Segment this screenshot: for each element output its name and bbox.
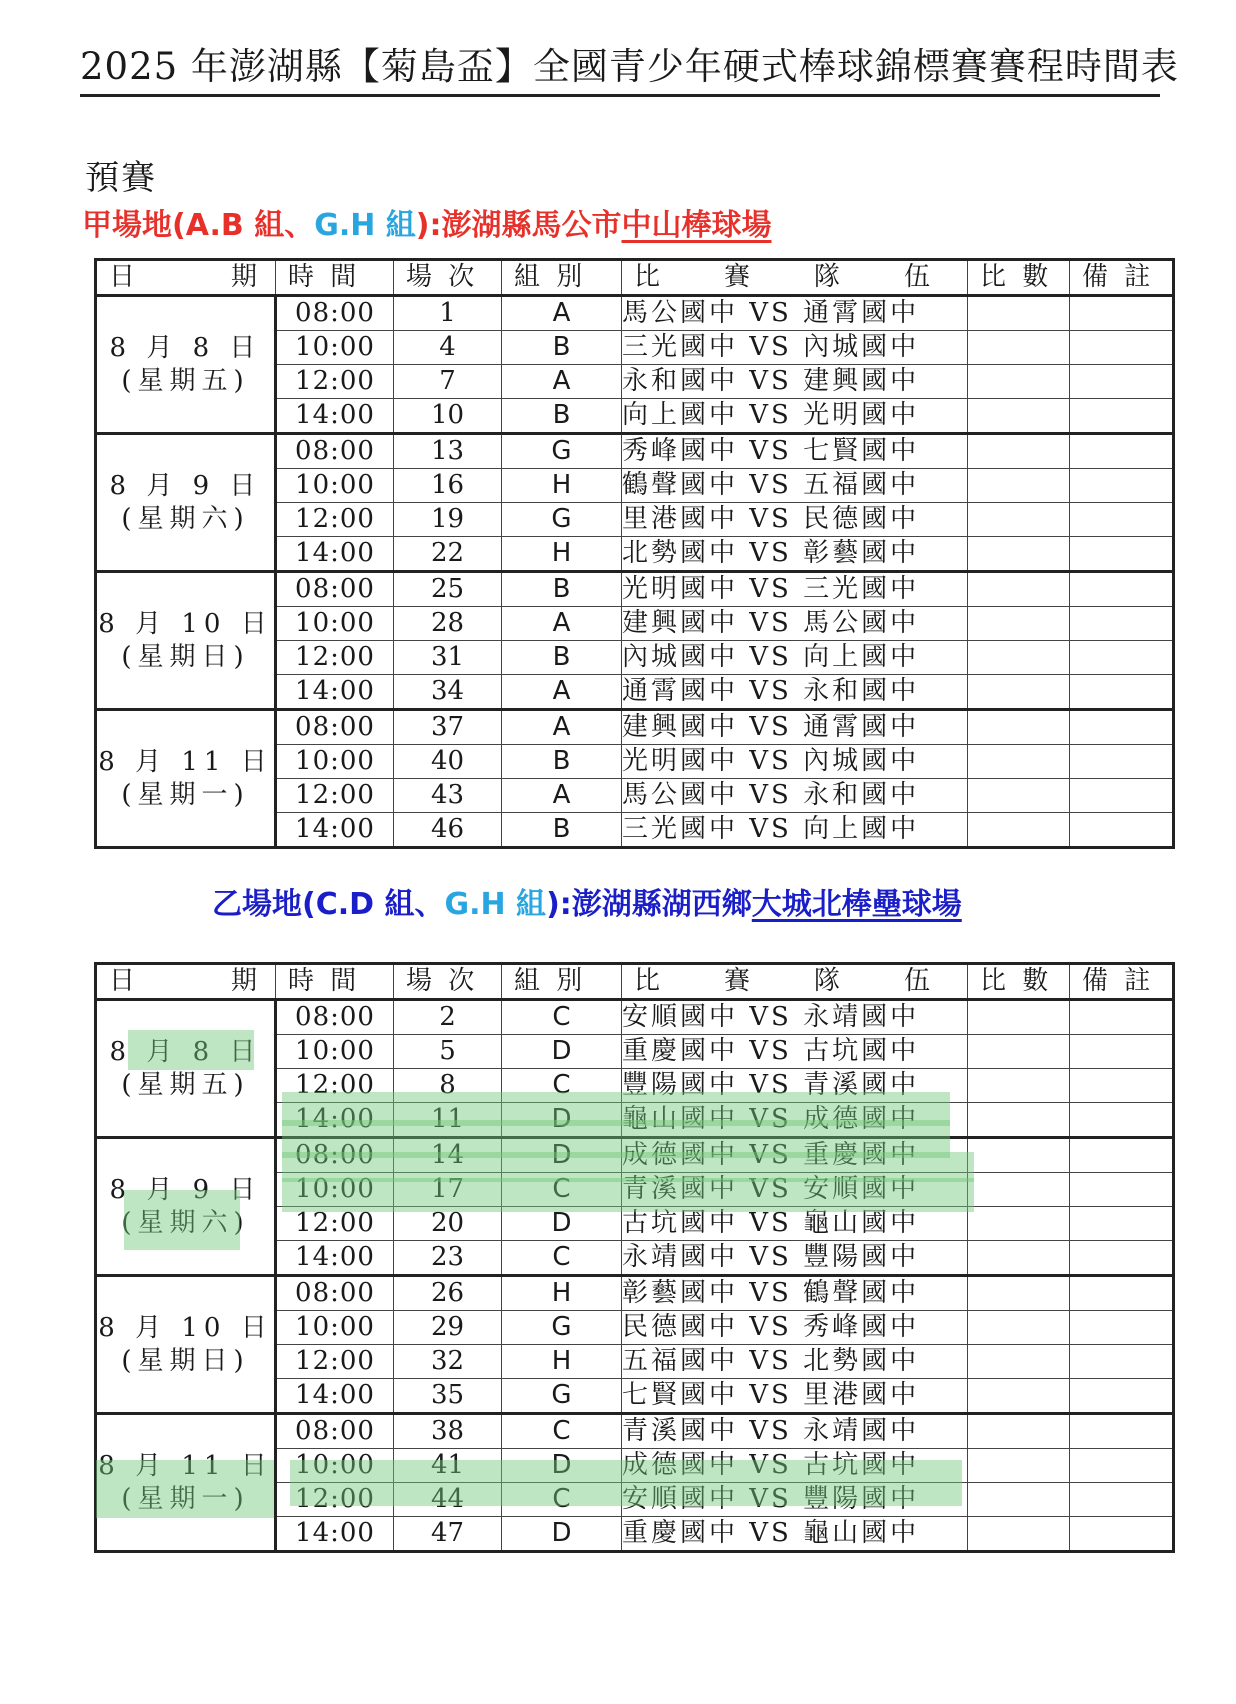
match-cell: 三光國中 VS 內城國中 <box>622 331 968 365</box>
game-number-cell: 8 <box>394 1069 502 1103</box>
time-cell: 10:00 <box>276 745 394 779</box>
game-number-cell: 14 <box>394 1138 502 1173</box>
score-cell <box>968 331 1070 365</box>
header-date: 日 期 <box>96 260 276 296</box>
table-row <box>96 710 1174 745</box>
game-number-cell: 47 <box>394 1517 502 1552</box>
score-cell <box>968 503 1070 537</box>
header-group: 組 別 <box>502 964 622 1000</box>
group-cell: A <box>502 607 622 641</box>
game-number-cell: 11 <box>394 1103 502 1138</box>
match-cell: 豐陽國中 VS 青溪國中 <box>622 1069 968 1103</box>
game-number-cell: 38 <box>394 1414 502 1449</box>
note-cell <box>1070 1449 1174 1483</box>
game-number-cell: 17 <box>394 1173 502 1207</box>
match-cell: 安順國中 VS 豐陽國中 <box>622 1483 968 1517</box>
table-row <box>96 1276 1174 1311</box>
time-cell: 10:00 <box>276 469 394 503</box>
header-note: 備 註 <box>1070 260 1174 296</box>
time-cell: 08:00 <box>276 434 394 469</box>
score-cell <box>968 1138 1070 1173</box>
score-cell <box>968 1000 1070 1035</box>
header-note: 備 註 <box>1070 964 1174 1000</box>
table-row <box>96 1138 1174 1173</box>
group-cell: C <box>502 1069 622 1103</box>
time-cell: 10:00 <box>276 331 394 365</box>
group-cell: B <box>502 745 622 779</box>
score-cell <box>968 1449 1070 1483</box>
note-cell <box>1070 607 1174 641</box>
date-cell <box>96 296 276 434</box>
match-cell: 北勢國中 VS 彰藝國中 <box>622 537 968 572</box>
match-cell: 光明國中 VS 內城國中 <box>622 745 968 779</box>
match-cell: 向上國中 VS 光明國中 <box>622 399 968 434</box>
time-cell: 14:00 <box>276 399 394 434</box>
match-cell: 成德國中 VS 重慶國中 <box>622 1138 968 1173</box>
game-number-cell: 43 <box>394 779 502 813</box>
game-number-cell: 32 <box>394 1345 502 1379</box>
venue-b-prefix: 乙場地(C.D 組、 <box>212 887 445 922</box>
header-match: 比 賽 隊 伍 <box>622 964 968 1000</box>
table-row <box>96 572 1174 607</box>
weekday-text: (星期六) <box>121 1207 250 1238</box>
weekday-text: (星期日) <box>121 1345 250 1376</box>
score-cell <box>968 1414 1070 1449</box>
header-group: 組 別 <box>502 260 622 296</box>
venue-a-place: 中山棒球場 <box>621 208 772 243</box>
weekday-text: (星期六) <box>121 503 250 534</box>
game-number-cell: 23 <box>394 1241 502 1276</box>
match-cell: 內城國中 VS 向上國中 <box>622 641 968 675</box>
time-cell: 10:00 <box>276 1449 394 1483</box>
group-cell: C <box>502 1000 622 1035</box>
game-number-cell: 35 <box>394 1379 502 1414</box>
note-cell <box>1070 1345 1174 1379</box>
match-cell: 古坑國中 VS 龜山國中 <box>622 1207 968 1241</box>
group-cell: C <box>502 1241 622 1276</box>
score-cell <box>968 469 1070 503</box>
note-cell <box>1070 1379 1174 1414</box>
note-cell <box>1070 1241 1174 1276</box>
note-cell <box>1070 1138 1174 1173</box>
game-number-cell: 40 <box>394 745 502 779</box>
game-number-cell: 29 <box>394 1311 502 1345</box>
game-number-cell: 26 <box>394 1276 502 1311</box>
score-cell <box>968 1379 1070 1414</box>
time-cell: 14:00 <box>276 813 394 848</box>
game-number-cell: 28 <box>394 607 502 641</box>
game-number-cell: 20 <box>394 1207 502 1241</box>
header-row <box>96 964 1174 1000</box>
group-cell: G <box>502 434 622 469</box>
match-cell: 建興國中 VS 通霄國中 <box>622 710 968 745</box>
time-cell: 12:00 <box>276 1069 394 1103</box>
venue-a-gh: G.H 組 <box>314 208 416 243</box>
header-time: 時 間 <box>276 260 394 296</box>
venue-a-prefix: 甲場地(A.B 組、 <box>82 208 315 243</box>
game-number-cell: 22 <box>394 537 502 572</box>
match-cell: 光明國中 VS 三光國中 <box>622 572 968 607</box>
page-title: 2025 年澎湖縣【菊島盃】全國青少年硬式棒球錦標賽賽程時間表 <box>80 44 1160 97</box>
table-row <box>96 434 1174 469</box>
score-cell <box>968 641 1070 675</box>
score-cell <box>968 1173 1070 1207</box>
group-cell: A <box>502 779 622 813</box>
note-cell <box>1070 503 1174 537</box>
date-text: 8 月 8 日 <box>109 332 262 363</box>
note-cell <box>1070 710 1174 745</box>
match-cell: 五福國中 VS 北勢國中 <box>622 1345 968 1379</box>
game-number-cell: 19 <box>394 503 502 537</box>
weekday-text: (星期日) <box>121 641 250 672</box>
group-cell: A <box>502 675 622 710</box>
time-cell: 08:00 <box>276 1276 394 1311</box>
match-cell: 建興國中 VS 馬公國中 <box>622 607 968 641</box>
match-cell: 鶴聲國中 VS 五福國中 <box>622 469 968 503</box>
time-cell: 08:00 <box>276 710 394 745</box>
header-date: 日 期 <box>96 964 276 1000</box>
date-cell <box>96 572 276 710</box>
time-cell: 08:00 <box>276 1414 394 1449</box>
header-score: 比 數 <box>968 964 1070 1000</box>
game-number-cell: 2 <box>394 1000 502 1035</box>
header-score: 比 數 <box>968 260 1070 296</box>
date-cell <box>96 710 276 848</box>
group-cell: B <box>502 641 622 675</box>
game-number-cell: 44 <box>394 1483 502 1517</box>
note-cell <box>1070 1207 1174 1241</box>
group-cell: C <box>502 1173 622 1207</box>
score-cell <box>968 779 1070 813</box>
note-cell <box>1070 1517 1174 1552</box>
score-cell <box>968 1517 1070 1552</box>
group-cell: A <box>502 365 622 399</box>
note-cell <box>1070 1276 1174 1311</box>
venue-b-place: 大城北棒壘球場 <box>751 887 962 922</box>
time-cell: 14:00 <box>276 1379 394 1414</box>
score-cell <box>968 1207 1070 1241</box>
date-text: 8 月 9 日 <box>109 1174 262 1205</box>
note-cell <box>1070 365 1174 399</box>
time-cell: 08:00 <box>276 572 394 607</box>
time-cell: 10:00 <box>276 1311 394 1345</box>
note-cell <box>1070 434 1174 469</box>
date-cell <box>96 1000 276 1138</box>
header-game: 場 次 <box>394 260 502 296</box>
note-cell <box>1070 469 1174 503</box>
note-cell <box>1070 1483 1174 1517</box>
group-cell: G <box>502 1379 622 1414</box>
note-cell <box>1070 296 1174 331</box>
date-text: 8 月 11 日 <box>98 1450 273 1481</box>
date-cell <box>96 1414 276 1552</box>
time-cell: 14:00 <box>276 675 394 710</box>
time-cell: 12:00 <box>276 1483 394 1517</box>
score-cell <box>968 1069 1070 1103</box>
game-number-cell: 1 <box>394 296 502 331</box>
match-cell: 安順國中 VS 永靖國中 <box>622 1000 968 1035</box>
score-cell <box>968 710 1070 745</box>
note-cell <box>1070 675 1174 710</box>
game-number-cell: 46 <box>394 813 502 848</box>
group-cell: D <box>502 1138 622 1173</box>
score-cell <box>968 434 1070 469</box>
score-cell <box>968 296 1070 331</box>
group-cell: B <box>502 399 622 434</box>
time-cell: 12:00 <box>276 641 394 675</box>
game-number-cell: 34 <box>394 675 502 710</box>
match-cell: 龜山國中 VS 成德國中 <box>622 1103 968 1138</box>
game-number-cell: 7 <box>394 365 502 399</box>
match-cell: 彰藝國中 VS 鶴聲國中 <box>622 1276 968 1311</box>
date-cell <box>96 1276 276 1414</box>
score-cell <box>968 745 1070 779</box>
note-cell <box>1070 813 1174 848</box>
score-cell <box>968 1311 1070 1345</box>
match-cell: 重慶國中 VS 古坑國中 <box>622 1035 968 1069</box>
group-cell: H <box>502 537 622 572</box>
stage-label: 預賽 <box>85 158 157 198</box>
note-cell <box>1070 779 1174 813</box>
group-cell: D <box>502 1517 622 1552</box>
note-cell <box>1070 1069 1174 1103</box>
game-number-cell: 37 <box>394 710 502 745</box>
match-cell: 永和國中 VS 建興國中 <box>622 365 968 399</box>
header-match: 比 賽 隊 伍 <box>622 260 968 296</box>
time-cell: 12:00 <box>276 503 394 537</box>
match-cell: 馬公國中 VS 永和國中 <box>622 779 968 813</box>
venue-a-heading <box>82 200 772 244</box>
header-game: 場 次 <box>394 964 502 1000</box>
weekday-text: (星期五) <box>121 1069 250 1100</box>
match-cell: 民德國中 VS 秀峰國中 <box>622 1311 968 1345</box>
venue-a-suffix: ):澎湖縣馬公市 <box>415 208 622 243</box>
time-cell: 12:00 <box>276 1345 394 1379</box>
group-cell: G <box>502 1311 622 1345</box>
group-cell: D <box>502 1035 622 1069</box>
schedule-table-a <box>94 258 1175 849</box>
group-cell: H <box>502 469 622 503</box>
note-cell <box>1070 1035 1174 1069</box>
group-cell: C <box>502 1483 622 1517</box>
group-cell: H <box>502 1276 622 1311</box>
note-cell <box>1070 1173 1174 1207</box>
note-cell <box>1070 331 1174 365</box>
note-cell <box>1070 1311 1174 1345</box>
time-cell: 12:00 <box>276 779 394 813</box>
table-row <box>96 1000 1174 1035</box>
group-cell: A <box>502 296 622 331</box>
time-cell: 14:00 <box>276 1103 394 1138</box>
game-number-cell: 16 <box>394 469 502 503</box>
match-cell: 馬公國中 VS 通霄國中 <box>622 296 968 331</box>
table-row <box>96 296 1174 331</box>
score-cell <box>968 572 1070 607</box>
match-cell: 重慶國中 VS 龜山國中 <box>622 1517 968 1552</box>
group-cell: C <box>502 1414 622 1449</box>
date-text: 8 月 11 日 <box>98 746 273 777</box>
game-number-cell: 41 <box>394 1449 502 1483</box>
match-cell: 秀峰國中 VS 七賢國中 <box>622 434 968 469</box>
venue-b-heading <box>212 879 962 923</box>
score-cell <box>968 813 1070 848</box>
time-cell: 08:00 <box>276 1000 394 1035</box>
match-cell: 七賢國中 VS 里港國中 <box>622 1379 968 1414</box>
schedule-table-b <box>94 962 1175 1553</box>
group-cell: D <box>502 1449 622 1483</box>
score-cell <box>968 607 1070 641</box>
weekday-text: (星期一) <box>121 779 250 810</box>
date-text: 8 月 8 日 <box>109 1036 262 1067</box>
group-cell: B <box>502 572 622 607</box>
group-cell: G <box>502 503 622 537</box>
note-cell <box>1070 537 1174 572</box>
match-cell: 青溪國中 VS 安順國中 <box>622 1173 968 1207</box>
time-cell: 10:00 <box>276 1173 394 1207</box>
score-cell <box>968 1276 1070 1311</box>
venue-b-gh: G.H 組 <box>444 887 547 922</box>
score-cell <box>968 1345 1070 1379</box>
time-cell: 14:00 <box>276 1241 394 1276</box>
weekday-text: (星期一) <box>121 1483 250 1514</box>
date-cell <box>96 1138 276 1276</box>
date-cell <box>96 434 276 572</box>
header-time: 時 間 <box>276 964 394 1000</box>
match-cell: 三光國中 VS 向上國中 <box>622 813 968 848</box>
game-number-cell: 25 <box>394 572 502 607</box>
note-cell <box>1070 572 1174 607</box>
match-cell: 青溪國中 VS 永靖國中 <box>622 1414 968 1449</box>
game-number-cell: 13 <box>394 434 502 469</box>
game-number-cell: 5 <box>394 1035 502 1069</box>
group-cell: A <box>502 710 622 745</box>
group-cell: H <box>502 1345 622 1379</box>
table-row <box>96 1414 1174 1449</box>
weekday-text: (星期五) <box>121 365 250 396</box>
group-cell: B <box>502 331 622 365</box>
note-cell <box>1070 399 1174 434</box>
game-number-cell: 31 <box>394 641 502 675</box>
game-number-cell: 10 <box>394 399 502 434</box>
time-cell: 14:00 <box>276 537 394 572</box>
match-cell: 里港國中 VS 民德國中 <box>622 503 968 537</box>
time-cell: 08:00 <box>276 1138 394 1173</box>
group-cell: B <box>502 813 622 848</box>
group-cell: D <box>502 1103 622 1138</box>
venue-b-suffix: ):澎湖縣湖西鄉 <box>546 887 752 922</box>
time-cell: 10:00 <box>276 607 394 641</box>
date-text: 8 月 9 日 <box>109 470 262 501</box>
score-cell <box>968 1483 1070 1517</box>
score-cell <box>968 1035 1070 1069</box>
group-cell: D <box>502 1207 622 1241</box>
match-cell: 成德國中 VS 古坑國中 <box>622 1449 968 1483</box>
time-cell: 08:00 <box>276 296 394 331</box>
date-text: 8 月 10 日 <box>98 1312 273 1343</box>
note-cell <box>1070 1414 1174 1449</box>
time-cell: 10:00 <box>276 1035 394 1069</box>
time-cell: 12:00 <box>276 1207 394 1241</box>
match-cell: 永靖國中 VS 豐陽國中 <box>622 1241 968 1276</box>
score-cell <box>968 675 1070 710</box>
match-cell: 通霄國中 VS 永和國中 <box>622 675 968 710</box>
time-cell: 14:00 <box>276 1517 394 1552</box>
header-row <box>96 260 1174 296</box>
score-cell <box>968 365 1070 399</box>
note-cell <box>1070 1000 1174 1035</box>
note-cell <box>1070 745 1174 779</box>
date-text: 8 月 10 日 <box>98 608 273 639</box>
note-cell <box>1070 1103 1174 1138</box>
score-cell <box>968 1241 1070 1276</box>
score-cell <box>968 537 1070 572</box>
game-number-cell: 4 <box>394 331 502 365</box>
score-cell <box>968 399 1070 434</box>
time-cell: 12:00 <box>276 365 394 399</box>
score-cell <box>968 1103 1070 1138</box>
note-cell <box>1070 641 1174 675</box>
